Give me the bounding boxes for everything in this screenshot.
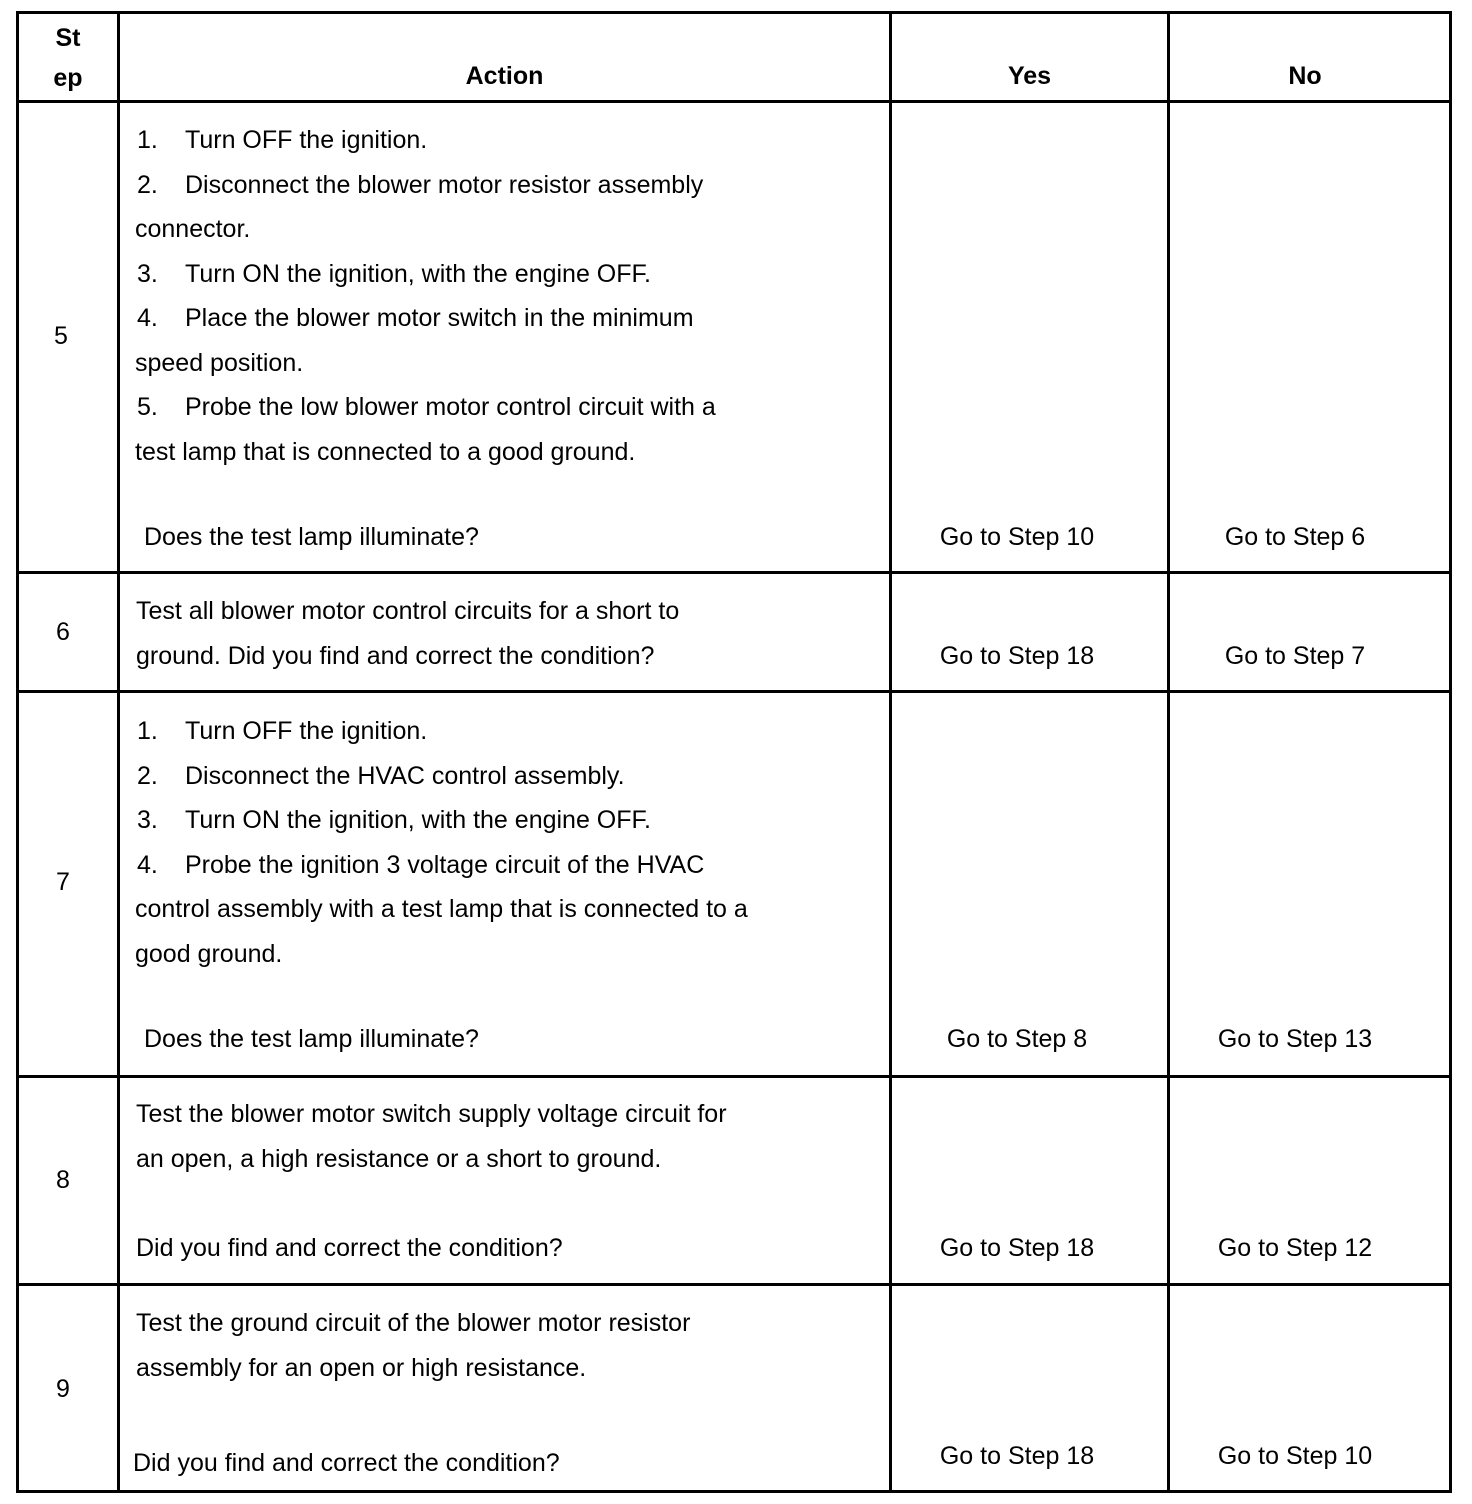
question-text: Does the test lamp illuminate?: [144, 1025, 479, 1053]
list-item: [135, 843, 875, 888]
row-divider-5: [19, 571, 1449, 574]
yes-result: Go to Step 18: [939, 642, 1095, 670]
list-item: [135, 754, 875, 799]
yes-result: Go to Step 18: [939, 1234, 1095, 1262]
yes-result: Go to Step 10: [939, 523, 1095, 551]
no-result: Go to Step 6: [1224, 523, 1366, 551]
header-step-line1: St: [55, 24, 81, 52]
step-number: 9: [56, 1375, 70, 1403]
diagnostic-table: [16, 11, 1452, 1493]
item-number: 4.: [137, 850, 158, 879]
action-line: Test the blower motor switch supply voltage circuit for: [136, 1100, 727, 1128]
question-text: Did you find and correct the condition?: [136, 1234, 563, 1262]
list-item: [135, 709, 875, 754]
item-number: 4.: [137, 304, 158, 332]
item-text: Probe the low blower motor control circuit with a: [185, 393, 716, 421]
list-item: [135, 296, 875, 341]
list-item: [135, 118, 875, 163]
row-divider-7: [19, 1075, 1449, 1078]
row-divider-header: [19, 100, 1449, 103]
action-line: Test the ground circuit of the blower motor resistor: [136, 1309, 691, 1337]
action-line: Test all blower motor control circuits for a short to: [136, 597, 680, 625]
item-text: Turn OFF the ignition.: [185, 126, 428, 154]
header-step: [19, 18, 117, 98]
step-number: 5: [54, 322, 68, 350]
item-number: 2.: [137, 761, 158, 790]
row-divider-6: [19, 690, 1449, 693]
row-divider-8: [19, 1283, 1449, 1286]
no-result: Go to Step 10: [1217, 1442, 1373, 1470]
action-line: an open, a high resistance or a short to ground.: [136, 1144, 662, 1173]
list-item: [135, 252, 875, 297]
list-item: [135, 798, 875, 843]
item-text: Turn ON the ignition, with the engine OFF.: [185, 806, 651, 834]
list-item-continuation: control assembly with a test lamp that is connected to a: [135, 895, 748, 923]
item-number: 3.: [137, 259, 158, 288]
item-text: Probe the ignition 3 voltage circuit of the HVAC: [185, 850, 705, 879]
item-number: 3.: [137, 806, 158, 834]
header-yes: Yes: [1007, 62, 1052, 90]
action-line: assembly for an open or high resistance.: [136, 1353, 587, 1382]
item-text: Turn ON the ignition, with the engine OFF.: [185, 259, 651, 288]
action-line: ground. Did you find and correct the condition?: [136, 641, 655, 670]
item-number: 5.: [137, 393, 158, 421]
action-text: [136, 589, 876, 678]
list-item-continuation: good ground.: [135, 939, 283, 968]
list-item: [135, 385, 875, 430]
question-text: Does the test lamp illuminate?: [144, 523, 479, 551]
action-list: [135, 118, 875, 474]
item-text: Place the blower motor switch in the minimum: [185, 304, 694, 332]
action-list: [135, 709, 875, 976]
header-action: Action: [465, 62, 544, 90]
question-text: Did you find and correct the condition?: [133, 1449, 560, 1477]
item-text: Turn OFF the ignition.: [185, 717, 428, 745]
no-result: Go to Step 13: [1217, 1025, 1373, 1053]
item-number: 2.: [137, 170, 158, 199]
list-item-continuation: speed position.: [135, 348, 304, 377]
item-number: 1.: [137, 126, 158, 154]
step-number: 8: [56, 1166, 70, 1194]
yes-result: Go to Step 8: [946, 1025, 1088, 1053]
list-item: [135, 163, 875, 208]
yes-result: Go to Step 18: [939, 1442, 1095, 1470]
header-step-line2: ep: [53, 64, 83, 92]
no-result: Go to Step 12: [1217, 1234, 1373, 1262]
item-text: Disconnect the blower motor resistor assembly: [185, 170, 704, 199]
col-divider-step: [117, 14, 120, 1490]
list-item-continuation: test lamp that is connected to a good ground.: [135, 437, 636, 466]
action-text: [136, 1301, 876, 1390]
step-number: 6: [56, 618, 70, 646]
header-no: No: [1288, 62, 1322, 90]
step-number: 7: [56, 868, 70, 896]
action-text: [136, 1092, 876, 1181]
list-item-continuation: connector.: [135, 215, 251, 243]
no-result: Go to Step 7: [1224, 642, 1366, 670]
item-number: 1.: [137, 717, 158, 745]
item-text: Disconnect the HVAC control assembly.: [185, 761, 625, 790]
